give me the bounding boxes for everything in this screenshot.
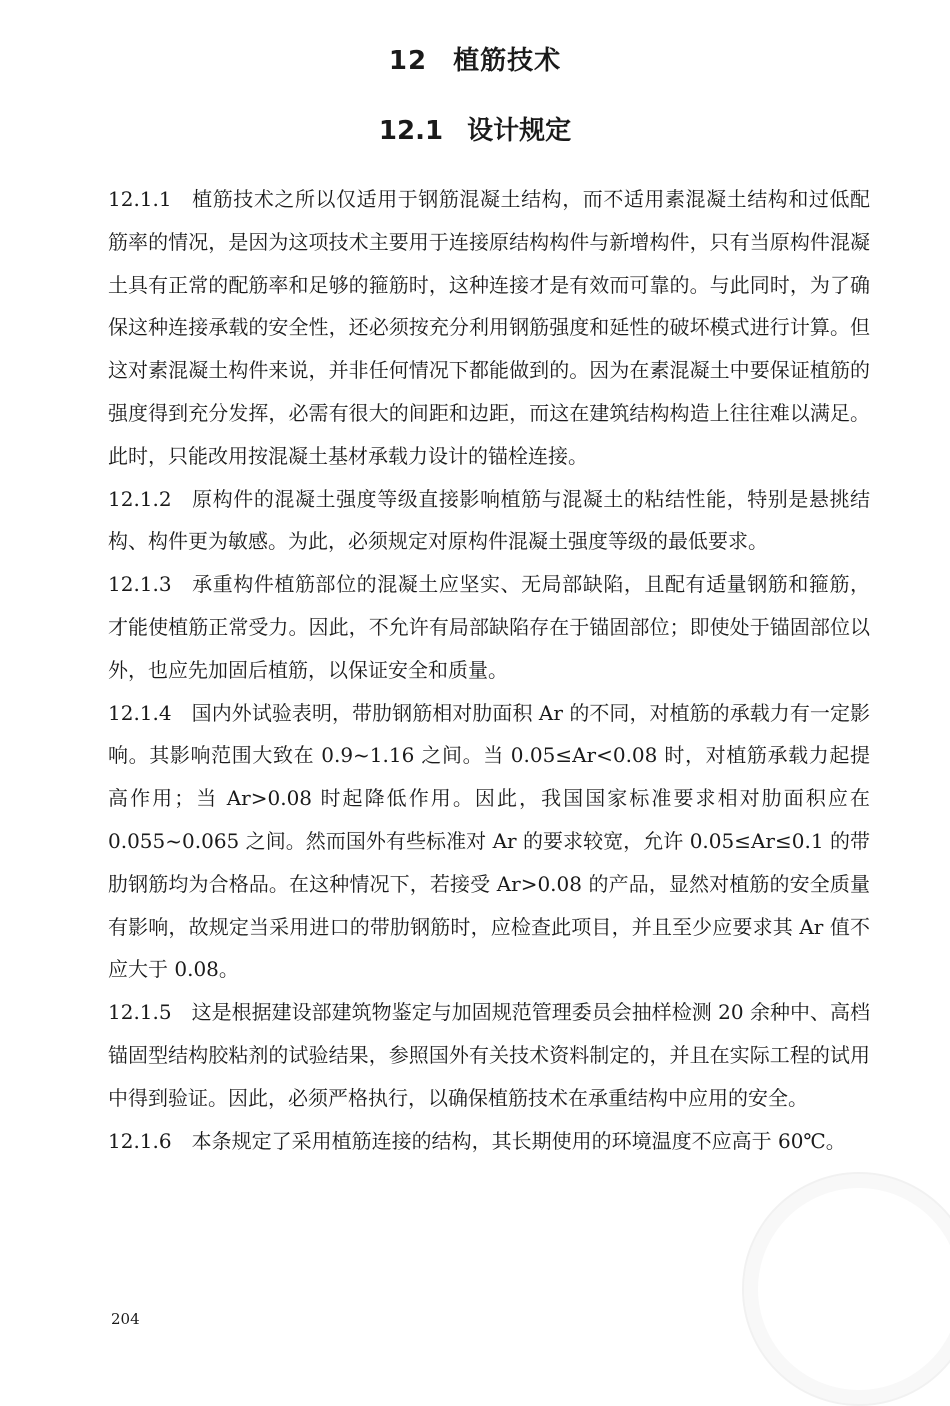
chapter-title-text: 植筋技术 [453,46,562,76]
clause-number: 12.1.2 [108,486,172,511]
watermark-seal [742,1172,950,1406]
chapter-number: 12 [388,46,428,76]
clause-12-1-5 [108,991,870,1119]
section-title-text: 设计规定 [467,116,572,146]
clause-text: 国内外试验表明，带肋钢筋相对肋面积 Ar 的不同，对植筋的承载力有一定影响。其影响范围大致在 0.9~1.16 之间。当 0.05≤Ar<0.08 时，对植筋承载力起提高作用；当 Ar>0.08 时起降低作用。因此，我国国家标准要求相对肋面积应在 0.055~0.065 之间。然而国外有些标准对 Ar 的要求较宽，允许 0.05≤Ar≤0.1 的带肋钢筋均为合格品。在这种情况下，若接受 Ar>0.08 的产品，显然对植筋的安全质量有影响，故规定当采用进口的带肋钢筋时，应检查此项目，并且至少应要求其 Ar 值不应大于 0.08。 [108,700,870,982]
page-number: 204 [111,1310,140,1328]
clause-text: 原构件的混凝土强度等级直接影响植筋与混凝土的粘结性能，特别是悬挑结构、构件更为敏感。为此，必须规定对原构件混凝土强度等级的最低要求。 [108,486,870,554]
chapter-title [0,40,950,77]
clause-12-1-3 [108,563,870,691]
clause-text: 本条规定了采用植筋连接的结构，其长期使用的环境温度不应高于 60℃。 [191,1128,846,1153]
clause-list [108,178,870,1162]
clause-number: 12.1.3 [108,572,172,597]
clause-12-1-6 [108,1120,870,1163]
section-title [0,110,950,147]
clause-number: 12.1.5 [108,1000,172,1025]
clause-12-1-1 [108,178,870,478]
clause-text: 承重构件植筋部位的混凝土应坚实、无局部缺陷，且配有适量钢筋和箍筋，才能使植筋正常受力。因此，不允许有局部缺陷存在于锚固部位；即使处于锚固部位以外，也应先加固后植筋，以保证安全和质量。 [108,572,870,682]
clause-12-1-2 [108,478,870,564]
clause-number: 12.1.1 [108,187,172,211]
clause-text: 这是根据建设部建筑物鉴定与加固规范管理委员会抽样检测 20 余种中、高档锚固型结构胶粘剂的试验结果，参照国外有关技术资料制定的，并且在实际工程的试用中得到验证。因此，必须严格执行，以确保植筋技术在承重结构中应用的安全。 [108,1000,870,1110]
clause-text: 植筋技术之所以仅适用于钢筋混凝土结构，而不适用素混凝土结构和过低配筋率的情况，是因为这项技术主要用于连接原结构构件与新增构件，只有当原构件混凝土具有正常的配筋率和足够的箍筋时，这种连接才是有效而可靠的。与此同时，为了确保这种连接承载的安全性，还必须按充分利用钢筋强度和延性的破坏模式进行计算。但这对素混凝土构件来说，并非任何情况下都能做到的。因为在素混凝土中要保证植筋的强度得到充分发挥，必需有很大的间距和边距，而这在建筑结构构造上往往难以满足。此时，只能改用按混凝土基材承载力设计的锚栓连接。 [108,187,870,468]
clause-number: 12.1.4 [108,700,172,725]
clause-number: 12.1.6 [108,1128,172,1153]
clause-12-1-4 [108,692,870,992]
section-number: 12.1 [378,116,444,146]
